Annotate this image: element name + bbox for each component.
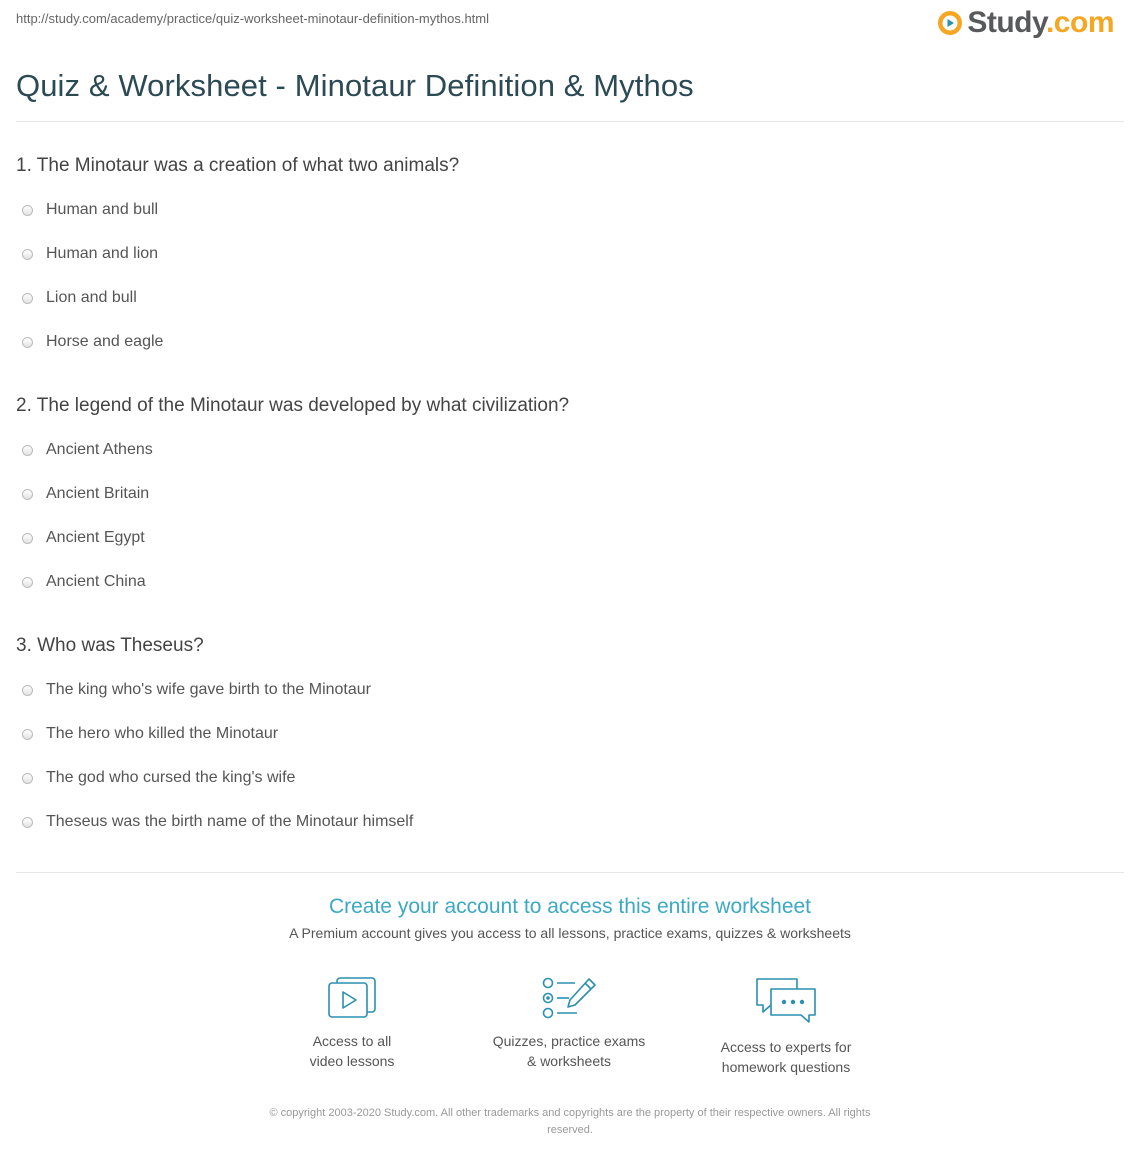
feature-line-1: Access to all <box>312 1033 392 1049</box>
option-1c[interactable] <box>22 287 137 309</box>
option-label: Ancient Britain <box>46 485 150 502</box>
option-label: The hero who killed the Minotaur <box>46 725 279 742</box>
video-lessons-icon <box>325 975 379 1021</box>
option-1d[interactable] <box>22 331 163 353</box>
feature-experts <box>686 975 886 1077</box>
option-2c[interactable] <box>22 527 145 549</box>
feature-line-1: Access to experts for <box>720 1039 852 1055</box>
cta-subtitle: A Premium account gives you access to all lessons, practice exams, quizzes & worksheets <box>289 925 851 941</box>
radio-button[interactable] <box>22 445 33 456</box>
radio-button[interactable] <box>22 337 33 348</box>
radio-button[interactable] <box>22 533 33 544</box>
option-3b[interactable] <box>22 723 278 745</box>
radio-button[interactable] <box>22 773 33 784</box>
option-3d[interactable] <box>22 811 413 833</box>
feature-label <box>469 1031 669 1071</box>
radio-button[interactable] <box>22 489 33 500</box>
option-label: Human and lion <box>46 245 159 262</box>
radio-button[interactable] <box>22 249 33 260</box>
option-label: Theseus was the birth name of the Minotaur himself <box>46 813 414 830</box>
feature-label <box>252 1031 452 1071</box>
option-label: Horse and eagle <box>46 333 164 350</box>
chat-bubbles-icon <box>753 975 819 1027</box>
question-3: 3. Who was Theseus? <box>16 635 204 656</box>
radio-button[interactable] <box>22 729 33 740</box>
copyright-footer <box>0 1105 1140 1139</box>
option-2a[interactable] <box>22 439 153 461</box>
feature-line-1: Quizzes, practice exams <box>492 1033 646 1049</box>
radio-button[interactable] <box>22 817 33 828</box>
logo-text <box>967 6 1114 40</box>
option-3a[interactable] <box>22 679 371 701</box>
logo-name: Study <box>967 6 1046 39</box>
option-label: The king who's wife gave birth to the Minotaur <box>46 681 371 698</box>
radio-button[interactable] <box>22 293 33 304</box>
create-account-link[interactable]: Create your account to access this entire worksheet <box>328 895 812 918</box>
option-1a[interactable] <box>22 199 158 221</box>
option-label: Lion and bull <box>46 289 137 306</box>
feature-line-2: video lessons <box>309 1053 395 1069</box>
option-3c[interactable] <box>22 767 295 789</box>
option-label: Ancient Athens <box>46 441 153 458</box>
study-logo[interactable] <box>937 6 1114 40</box>
top-bar <box>16 0 1124 44</box>
option-label: Human and bull <box>46 201 159 218</box>
feature-video-lessons <box>252 975 452 1071</box>
option-2d[interactable] <box>22 571 146 593</box>
feature-label <box>686 1037 886 1077</box>
feature-line-2: homework questions <box>721 1059 851 1075</box>
quiz-checklist-icon <box>539 975 599 1021</box>
copyright-line-2: reserved. <box>547 1124 593 1136</box>
radio-button[interactable] <box>22 685 33 696</box>
option-1b[interactable] <box>22 243 158 265</box>
feature-line-2: & worksheets <box>526 1053 612 1069</box>
page-title: Quiz & Worksheet - Minotaur Definition & Mythos <box>16 68 694 103</box>
title-divider <box>16 121 1124 122</box>
cta-divider <box>16 872 1124 873</box>
question-1: 1. The Minotaur was a creation of what two animals? <box>16 155 460 176</box>
play-logo-icon <box>937 10 963 36</box>
logo-suffix: .com <box>1045 6 1114 39</box>
option-label: The god who cursed the king's wife <box>46 769 296 786</box>
option-2b[interactable] <box>22 483 149 505</box>
feature-quizzes <box>469 975 669 1071</box>
option-label: Ancient Egypt <box>46 529 145 546</box>
question-2: 2. The legend of the Minotaur was developed by what civilization? <box>16 395 570 416</box>
radio-button[interactable] <box>22 577 33 588</box>
page-url: http://study.com/academy/practice/quiz-worksheet-minotaur-definition-mythos.html <box>16 11 490 26</box>
radio-button[interactable] <box>22 205 33 216</box>
copyright-line-1: © copyright 2003-2020 Study.com. All other trademarks and copyrights are the property of their respective owners. All rights <box>269 1107 871 1119</box>
option-label: Ancient China <box>46 573 146 590</box>
